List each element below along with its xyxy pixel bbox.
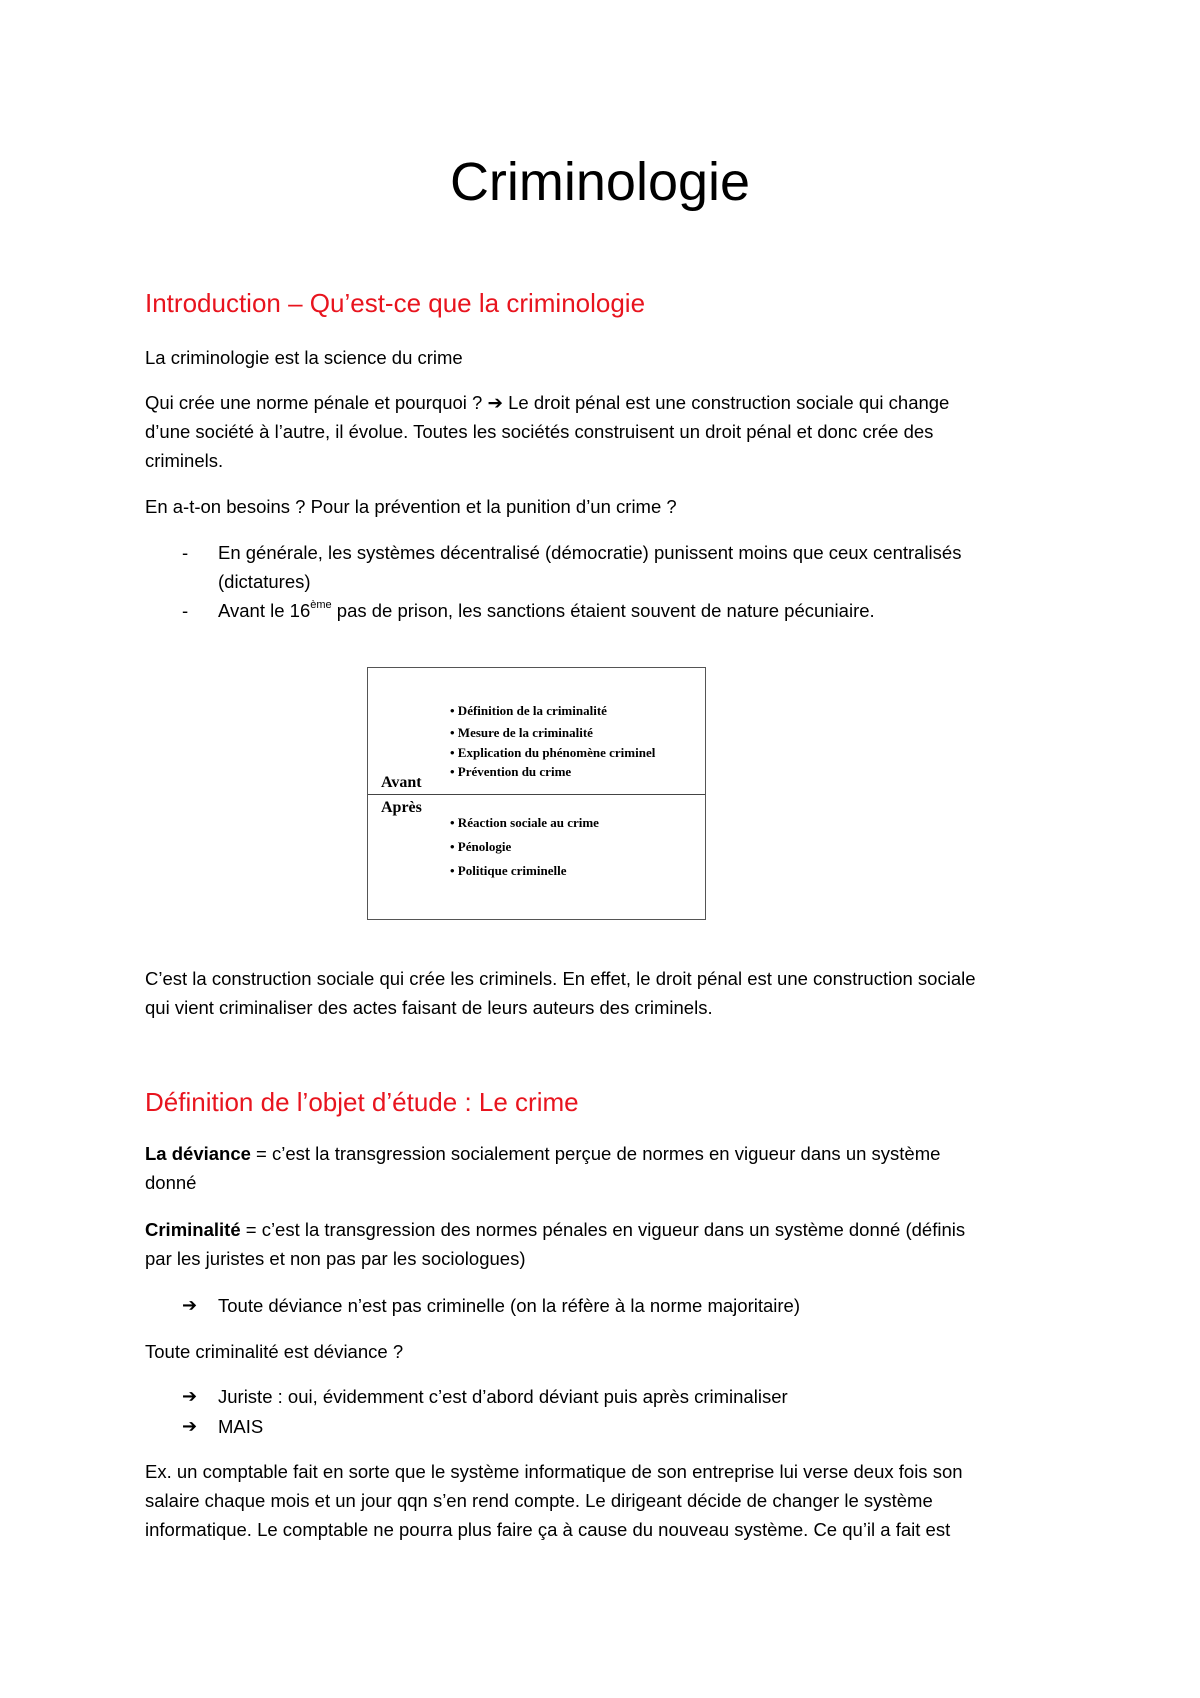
- text-segment: salaire chaque mois et un jour qqn s’en rend compte. Le dirigeant décide de changer le système: [145, 1490, 933, 1511]
- term-deviance: La déviance: [145, 1143, 251, 1164]
- figure-item: • Mesure de la criminalité: [450, 725, 593, 740]
- paragraph-question-besoins: En a-t-on besoins ? Pour la prévention et la punition d’un crime ?: [145, 496, 677, 517]
- text-segment: donné: [145, 1172, 197, 1193]
- section-heading-crime: Définition de l’objet d’étude : Le crime: [145, 1087, 579, 1117]
- figure-item: • Politique criminelle: [450, 863, 567, 878]
- list-item: [145, 538, 1065, 596]
- figure-label-apres: Après: [381, 799, 422, 816]
- figure-label-avant: Avant: [381, 774, 422, 791]
- dash-bullet: -: [182, 600, 189, 621]
- paragraph-definition: La criminologie est la science du crime: [145, 347, 463, 368]
- figure-item: • Définition de la criminalité: [450, 703, 607, 718]
- arrow-icon: ➔: [487, 392, 503, 413]
- avant-apres-figure: [367, 667, 706, 920]
- arrow-icon: ➔: [182, 1295, 198, 1315]
- text-segment: Juriste : oui, évidemment c’est d’abord déviant puis après criminaliser: [218, 1386, 788, 1407]
- paragraph-question: Toute criminalité est déviance ?: [145, 1341, 404, 1362]
- text-segment: qui vient criminaliser des actes faisant de leurs auteurs des criminels.: [145, 997, 713, 1018]
- text-segment: (dictatures): [218, 571, 311, 592]
- dash-bullet: -: [182, 542, 189, 563]
- paragraph-exemple: [145, 1457, 1065, 1544]
- term-criminalite: Criminalité: [145, 1219, 241, 1240]
- document-title: Criminologie: [449, 152, 751, 212]
- text-segment: = c’est la transgression des normes pénales en vigueur dans un système donné (définis: [240, 1219, 966, 1240]
- arrow-list-item: [145, 1412, 1065, 1441]
- text-segment: criminels.: [145, 450, 224, 471]
- figure-item: • Explication du phénomène criminel: [450, 745, 656, 760]
- text-segment: pas de prison, les sanctions étaient souvent de nature pécuniaire.: [331, 600, 875, 621]
- paragraph-criminalite: [145, 1215, 1065, 1273]
- section-heading-introduction: Introduction – Qu’est-ce que la criminologie: [145, 288, 646, 318]
- arrow-icon: ➔: [182, 1386, 198, 1406]
- text-segment: informatique. Le comptable ne pourra plus faire ça à cause du nouveau système. Ce qu’il a fait est: [145, 1519, 951, 1540]
- text-segment: Avant le 16: [218, 600, 311, 621]
- arrow-icon: ➔: [182, 1416, 198, 1436]
- arrow-list-item: [145, 1382, 1065, 1411]
- figure-item: • Prévention du crime: [450, 764, 572, 779]
- list-item: [145, 596, 1065, 625]
- text-segment: Le droit pénal est une construction sociale qui change: [503, 392, 950, 413]
- text-segment: Ex. un comptable fait en sorte que le système informatique de son entreprise lui verse deux fois son: [145, 1461, 963, 1482]
- text-segment: = c’est la transgression socialement perçue de normes en vigueur dans un système: [250, 1143, 941, 1164]
- text-segment: MAIS: [218, 1416, 264, 1437]
- paragraph-construction-sociale: [145, 964, 1065, 1022]
- figure-item: • Pénologie: [450, 839, 512, 854]
- superscript: ème: [310, 598, 332, 611]
- text-segment: En générale, les systèmes décentralisé (démocratie) punissent moins que ceux centralisés: [218, 542, 962, 563]
- text-segment: Qui crée une norme pénale et pourquoi ?: [145, 392, 488, 413]
- figure-item: • Réaction sociale au crime: [450, 815, 599, 830]
- figure-divider: [368, 794, 705, 795]
- paragraph-deviance: [145, 1139, 1065, 1197]
- text-segment: C’est la construction sociale qui crée les criminels. En effet, le droit pénal est une construction sociale: [145, 968, 976, 989]
- text-segment: Toute déviance n’est pas criminelle (on la réfère à la norme majoritaire): [218, 1295, 800, 1316]
- arrow-list-item: [145, 1291, 1065, 1320]
- text-segment: par les juristes et non pas par les sociologues): [145, 1248, 526, 1269]
- text-segment: d’une société à l’autre, il évolue. Toutes les sociétés construisent un droit pénal et donc crée des: [145, 421, 934, 442]
- paragraph-norme-penale: [145, 388, 1065, 475]
